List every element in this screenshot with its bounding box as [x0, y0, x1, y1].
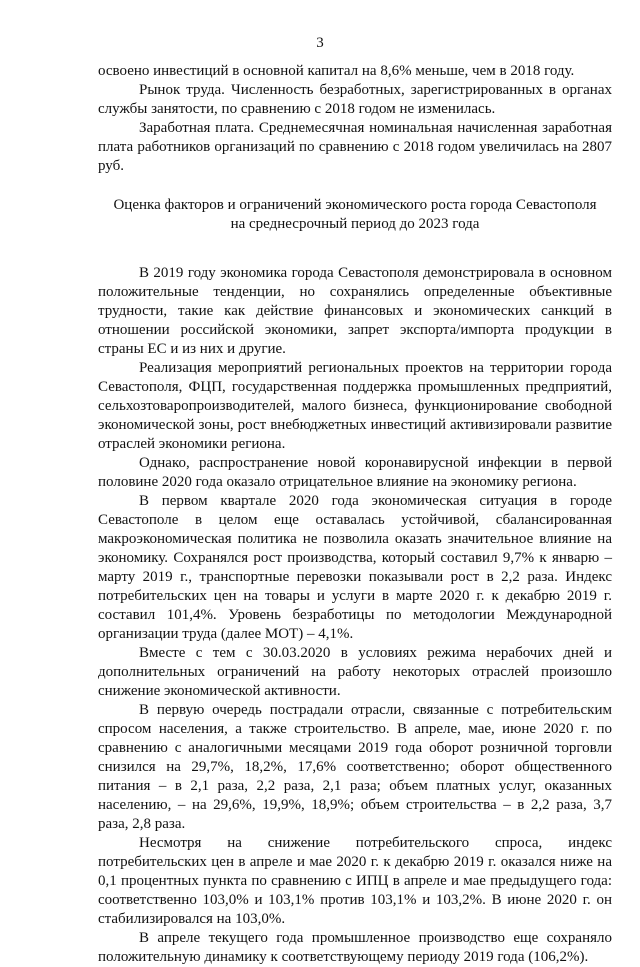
section-heading: [98, 196, 612, 234]
paragraph-regional-projects: Реализация мероприятий региональных проектов на территории города Севастополя, ФЦП, государственная поддержка промышленных предприятий, сельхозтоваропроизводителей, малого бизнеса, функционирование свободной экономической зоны, рост внебюджетных инвестиций активизировали развитие отраслей экономики региона.: [98, 360, 612, 452]
paragraph-labor-market: Рынок труда. Численность безработных, зарегистрированных в органах службы занятости, по сравнению с 2018 годом не изменилась.: [98, 82, 612, 117]
paragraph-first-quarter: В первом квартале 2020 года экономическая ситуация в городе Севастополе в целом еще оставалась устойчивой, сбалансированная макроэкономическая политика не позволила оказать значительное влияние на экономику. Сохранялся рост производства, который составил 9,7% к январю – марту 2019 г., транспортные перевозки показывали рост в 2,2 раза. Индекс потребительских цен на товары и услуги в марте 2020 г. к декабрю 2019 г. составил 101,4%. Уровень безработицы по методологии Международной организации труда (далее МОТ) – 4,1%.: [98, 493, 612, 642]
page-number: 3: [316, 35, 324, 51]
paragraph-consumer-prices: Несмотря на снижение потребительского спроса, индекс потребительских цен в апреле и мае 2020 г. к декабрю 2019 г. оказался ниже на 0,1 процентных пункта по сравнению с ИПЦ в апреле и мае предыдущего года: соответственно 103,0% и 103,1% против 103,1% и 103,2%. В июне 2020 г. он стабилизировался на 103,0%.: [98, 835, 612, 927]
body-text: [98, 62, 612, 967]
paragraph-wages: Заработная плата. Среднемесячная номинальная начисленная заработная плата работников организаций по сравнению с 2018 годом увеличилась на 2807 руб.: [98, 120, 612, 174]
paragraph-investment-continued: освоено инвестиций в основной капитал на 8,6% меньше, чем в 2018 году.: [98, 63, 575, 79]
paragraph-coronavirus: Однако, распространение новой коронавирусной инфекции в первой половине 2020 года оказало отрицательное влияние на экономику региона.: [98, 455, 612, 490]
paragraph-industrial-production: В апреле текущего года промышленное производство еще сохраняло положительную динамику к соответствующему периоду 2019 года (106,2%).: [98, 930, 612, 965]
section-heading-line-2: на среднесрочный период до 2023 года: [230, 216, 480, 232]
section-heading-line-1: Оценка факторов и ограничений экономического роста города Севастополя: [113, 197, 597, 213]
paragraph-economy-2019: В 2019 году экономика города Севастополя демонстрировала в основном положительные тенденции, но сохранялись определенные объективные трудности, такие как действие финансовых и экономических санкций в отношении российской экономики, запрет экспорта/импорта продукции в страны ЕС и из них и другие.: [98, 265, 612, 357]
paragraph-affected-sectors: В первую очередь пострадали отрасли, связанные с потребительским спросом населения, а также строительство. В апреле, мае, июне 2020 г. по сравнению с аналогичными месяцами 2019 года оборот розничной торговли снизился на 29,7%, 18,2%, 17,6% соответственно; оборот общественного питания – в 2,1 раза, 2,2 раза, 2,1 раза; объем платных услуг, оказанных населению, – на 29,6%, 19,9%, 18,9%; объем строительства – в 2,2 раза, 3,7 раза, 2,8 раза.: [98, 702, 612, 832]
paragraph-non-working-days: Вместе с тем с 30.03.2020 в условиях режима нерабочих дней и дополнительных ограничений на работу некоторых отраслей произошло снижение экономической активности.: [98, 645, 612, 699]
